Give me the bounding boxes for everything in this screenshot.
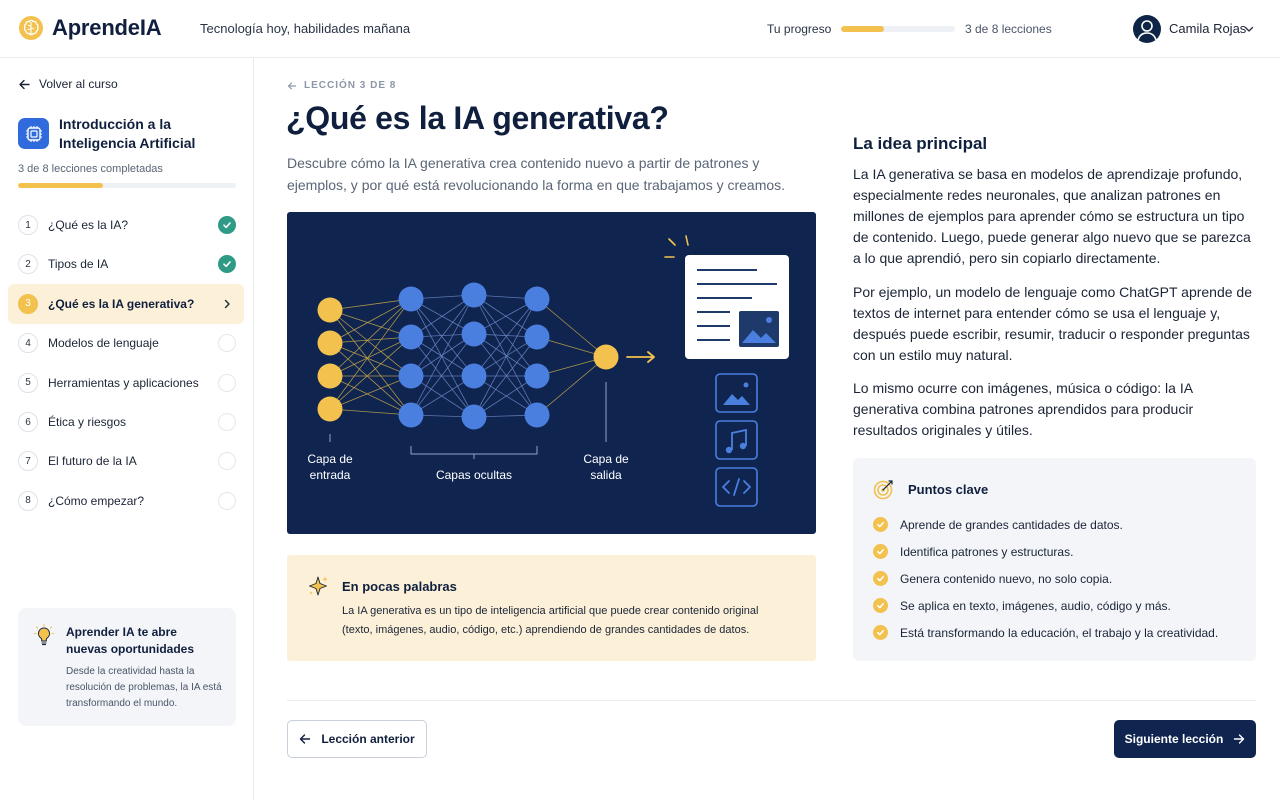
- progress-bar-fill: [841, 26, 884, 32]
- lesson-subtitle: Descubre cómo la IA generativa crea contenido nuevo a partir de patrones y ejemplos, y por qué está revolucionando la forma en que trabajamos y creamos.: [287, 155, 786, 193]
- hidden-layers-label: Capas ocultas: [435, 468, 513, 482]
- empty-circle-icon: [218, 492, 236, 510]
- content-divider: [287, 700, 1256, 701]
- course-progress-fill: [18, 183, 103, 188]
- arrow-left-icon: [287, 81, 297, 91]
- key-point-text: Genera contenido nuevo, no solo copia.: [900, 571, 1113, 586]
- lesson-label: El futuro de la IA: [48, 454, 137, 469]
- hidden-node: [462, 405, 487, 430]
- check-icon: [218, 216, 236, 234]
- key-points-card: [853, 458, 1256, 661]
- lesson-label: Modelos de lenguaje: [48, 336, 159, 351]
- hidden-node: [399, 287, 424, 312]
- lesson-number: 5: [18, 373, 38, 393]
- user-icon: [1133, 15, 1161, 43]
- progress-count: 3 de 8 lecciones: [965, 22, 1052, 36]
- image-output-icon: [716, 374, 757, 412]
- sparkle-lines: [665, 236, 688, 257]
- back-link-label: Volver al curso: [39, 77, 118, 91]
- check-icon: [218, 255, 236, 273]
- chevron-right-icon: [218, 295, 236, 313]
- hidden-node: [462, 283, 487, 308]
- lesson-number: 3: [18, 294, 38, 314]
- summary-text: La IA generativa es un tipo de inteligencia artificial que puede crear contenido original (texto, imágenes, audio, código, etc.) aprendiendo de grandes cantidades de datos.: [342, 605, 759, 636]
- page-title: ¿Qué es la IA generativa?: [286, 100, 669, 136]
- sidebar-lesson-item[interactable]: [8, 205, 244, 245]
- key-point-item: [873, 619, 1218, 646]
- key-point-text: Aprende de grandes cantidades de datos.: [900, 517, 1123, 532]
- connection-line: [330, 310, 411, 337]
- breadcrumb-label: LECCIÓN 3 DE 8: [304, 80, 397, 91]
- tagline: Tecnología hoy, habilidades mañana: [200, 21, 411, 36]
- connection-line: [330, 310, 411, 415]
- course-progress-text: 3 de 8 lecciones completadas: [18, 163, 163, 175]
- course-progress-bar: [18, 183, 236, 188]
- main-idea-title: La idea principal: [853, 134, 988, 153]
- key-points-title: Puntos clave: [908, 482, 989, 497]
- sidebar-lesson-item[interactable]: [8, 244, 244, 284]
- key-point-item: [873, 565, 1218, 592]
- key-point-item: [873, 511, 1218, 538]
- neural-network-graphic: [287, 212, 816, 534]
- empty-circle-icon: [218, 452, 236, 470]
- lesson-label: ¿Cómo empezar?: [48, 493, 145, 508]
- previous-lesson-button[interactable]: [287, 720, 427, 758]
- input-layer-label: Capa de entrada: [307, 452, 353, 482]
- lesson-number: 1: [18, 215, 38, 235]
- key-point-text: Está transformando la educación, el trabajo y la creatividad.: [900, 625, 1219, 640]
- main-idea-paragraph-3: Lo mismo ocurre con imágenes, música o código: la IA generativa combina patrones aprendidos para producir resultados originales y útiles.: [853, 380, 1194, 438]
- previous-lesson-label: Lección anterior: [321, 732, 415, 746]
- course-title: Introducción a la Inteligencia Artificial: [59, 116, 196, 151]
- output-node: [594, 345, 619, 370]
- empty-circle-icon: [218, 334, 236, 352]
- music-note-head: [726, 447, 732, 453]
- avatar[interactable]: [1133, 15, 1161, 43]
- brand-name: AprendeIA: [52, 15, 162, 40]
- image-glyph: [723, 394, 750, 405]
- connection-line: [537, 299, 606, 357]
- progress-label: Tu progreso: [767, 22, 832, 36]
- input-node: [318, 331, 343, 356]
- output-layer-label: Capa de salida: [583, 452, 629, 482]
- empty-circle-icon: [218, 413, 236, 431]
- lesson-number: 7: [18, 451, 38, 471]
- key-points-list: [873, 511, 1218, 646]
- hidden-node: [462, 322, 487, 347]
- lesson-label: ¿Qué es la IA generativa?: [48, 296, 195, 311]
- lesson-label: Ética y riesgos: [48, 415, 127, 430]
- check-icon: [873, 571, 888, 586]
- music-output-icon: [716, 421, 757, 459]
- summary-card: [287, 555, 816, 661]
- lesson-number: 8: [18, 491, 38, 511]
- progress-bar: [841, 26, 955, 32]
- target-icon: [873, 478, 895, 500]
- arrow-right-icon: [1233, 733, 1245, 745]
- key-point-item: [873, 538, 1218, 565]
- sparkle-icon: [307, 575, 329, 597]
- promo-card: [18, 608, 236, 726]
- hidden-node: [399, 364, 424, 389]
- sidebar-lesson-item[interactable]: [8, 402, 244, 442]
- check-icon: [873, 544, 888, 559]
- next-lesson-label: Siguiente lección: [1124, 732, 1224, 746]
- input-node: [318, 364, 343, 389]
- sidebar-lesson-item[interactable]: [8, 481, 244, 521]
- lesson-label: Tipos de IA: [48, 257, 109, 272]
- lesson-label: Herramientas y aplicaciones: [48, 375, 199, 390]
- hidden-layers-bracket: [411, 446, 537, 459]
- check-icon: [873, 517, 888, 532]
- chip-icon: [18, 118, 49, 149]
- input-node: [318, 397, 343, 422]
- hidden-node: [525, 403, 550, 428]
- image-glyph-sun: [744, 383, 749, 388]
- connection-line: [411, 295, 474, 415]
- brain-icon: [18, 15, 44, 41]
- hidden-node: [525, 287, 550, 312]
- sidebar-lesson-item[interactable]: [8, 284, 244, 324]
- hidden-node: [462, 364, 487, 389]
- lesson-list: [8, 205, 244, 520]
- code-glyph: [723, 479, 750, 495]
- lesson-number: 4: [18, 333, 38, 353]
- brand-logo[interactable]: [18, 15, 161, 41]
- summary-title: En pocas palabras: [342, 579, 457, 594]
- arrow-right-icon: [627, 352, 654, 362]
- arrow-left-icon: [18, 78, 31, 91]
- key-point-item: [873, 592, 1218, 619]
- promo-text: Desde la creatividad hasta la resolución de problemas, la IA está transformando el mundo.: [66, 666, 222, 709]
- main-idea-paragraph-1: La IA generativa se basa en modelos de aprendizaje profundo, especialmente redes neuronales, que analizan patrones en millones de ejemplos para aprender cómo se estructura un tipo de contenido. Luego, puede generar algo nuevo que se parezca a lo que aprendió, pero sin copiarlo directamente.: [853, 166, 1251, 266]
- top-header: [0, 0, 1280, 58]
- hidden-node: [399, 325, 424, 350]
- sidebar: [0, 58, 254, 800]
- key-point-text: Se aplica en texto, imágenes, audio, código y más.: [900, 598, 1171, 613]
- connection-line: [537, 357, 606, 415]
- key-point-text: Identifica patrones y estructuras.: [900, 544, 1074, 559]
- input-node: [318, 298, 343, 323]
- lesson-number: 2: [18, 254, 38, 274]
- promo-title: Aprender IA te abre nuevas oportunidades: [66, 625, 195, 656]
- lesson-breadcrumb: [287, 80, 396, 91]
- lesson-number: 6: [18, 412, 38, 432]
- hidden-node: [525, 364, 550, 389]
- neural-network-diagram: [287, 212, 816, 534]
- sidebar-lesson-item[interactable]: [8, 323, 244, 363]
- music-note-head: [740, 443, 746, 449]
- lesson-label: ¿Qué es la IA?: [48, 218, 129, 232]
- hidden-node: [399, 403, 424, 428]
- hidden-node: [525, 325, 550, 350]
- arrow-left-icon: [299, 733, 311, 745]
- sidebar-lesson-item[interactable]: [8, 441, 244, 481]
- user-name[interactable]: Camila Rojas: [1169, 21, 1247, 36]
- sidebar-lesson-item[interactable]: [8, 363, 244, 403]
- image-sun: [766, 317, 772, 323]
- empty-circle-icon: [218, 374, 236, 392]
- back-to-course-link[interactable]: [18, 77, 118, 91]
- next-lesson-button[interactable]: [1114, 720, 1256, 758]
- lightbulb-icon: [34, 624, 54, 646]
- check-icon: [873, 625, 888, 640]
- check-icon: [873, 598, 888, 613]
- chevron-down-icon[interactable]: [1243, 23, 1255, 35]
- main-idea-paragraph-2: Por ejemplo, un modelo de lenguaje como ChatGPT aprende de textos de internet para entender cómo se usa el lenguaje y, después puede escribir, resumir, traducir o responder preguntas con un estilo muy natural.: [853, 284, 1252, 363]
